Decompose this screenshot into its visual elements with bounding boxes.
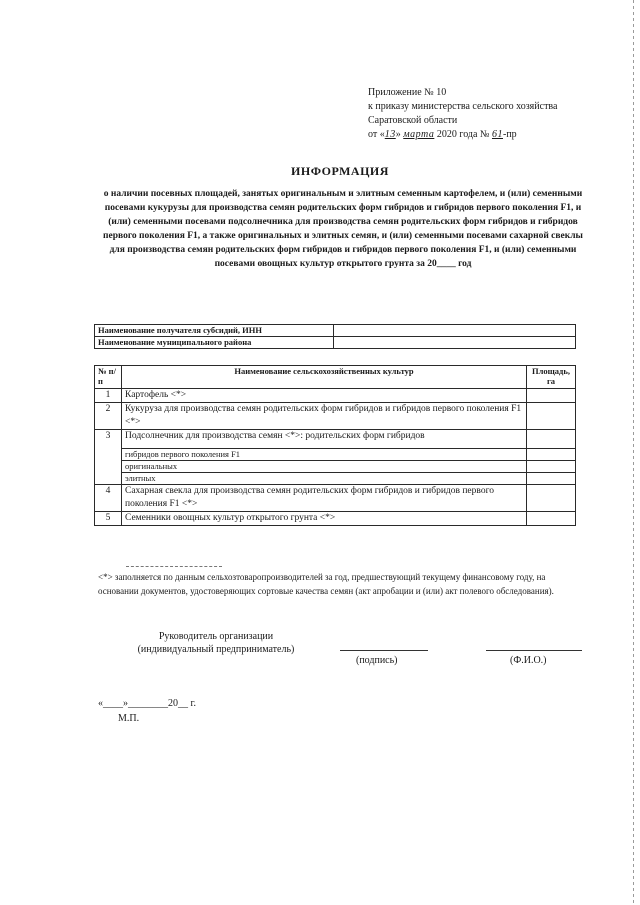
header-area: Площадь, га	[527, 366, 576, 389]
signer-title	[116, 630, 316, 656]
subrow-name: оригинальных	[122, 461, 527, 473]
recipient-label: Наименование получателя субсидий, ИНН	[95, 325, 334, 337]
row-area	[527, 473, 576, 485]
district-label: Наименование муниципального района	[95, 337, 334, 349]
header-num: № п/п	[95, 366, 122, 389]
date-year: 2020 года №	[436, 129, 490, 140]
sunflower-subrow	[95, 461, 576, 473]
recipient-table	[94, 324, 576, 349]
row-num: 4	[95, 485, 122, 512]
district-value	[334, 337, 576, 349]
subrow-name: гибридов первого поколения F1	[122, 449, 527, 461]
signer-line-1: Руководитель организации	[158, 631, 274, 642]
table-row	[95, 403, 576, 430]
name-caption: (Ф.И.О.)	[510, 655, 547, 666]
approval-block	[368, 86, 598, 142]
signature-date: «____»________20__ г.	[98, 698, 196, 709]
row-area	[527, 389, 576, 403]
sunflower-subrow	[95, 449, 576, 461]
signer-line-2: (индивидуальный предприниматель)	[137, 644, 295, 655]
row-num: 1	[95, 389, 122, 403]
document-title: ИНФОРМАЦИЯ	[291, 164, 389, 178]
recipient-row	[95, 325, 576, 337]
row-area	[527, 461, 576, 473]
name-line	[486, 650, 582, 651]
signature-caption: (подпись)	[356, 655, 398, 666]
scan-edge	[633, 0, 634, 905]
approval-line-1: Приложение № 10	[368, 87, 447, 98]
recipient-value	[334, 325, 576, 337]
date-prefix: от «	[368, 129, 385, 140]
row-area	[527, 403, 576, 430]
table-row	[95, 512, 576, 526]
stamp-place: М.П.	[118, 713, 140, 724]
district-row	[95, 337, 576, 349]
footnote-divider	[126, 566, 222, 567]
crop-table	[94, 365, 576, 526]
table-row	[95, 389, 576, 403]
approval-line-2: к приказу министерства сельского хозяйства	[368, 101, 558, 112]
row-name: Кукуруза для производства семян родительских форм гибридов и гибридов первого поколения F1 <*>	[122, 403, 527, 430]
date-day-close: »	[395, 129, 401, 140]
subrow-name: элитных	[122, 473, 527, 485]
row-name: Картофель <*>	[122, 389, 527, 403]
row-area	[527, 430, 576, 449]
document-subtitle: о наличии посевных площадей, занятых оригинальным и элитным семенным картофелем, и (или) семенными посевами кукурузы для производства семян родительских форм гибридов и гибридов первого поколения F1, и (или) семенными посевами подсолнечника для производства семян родительских форм гибридов и гибридов первого поколения F1, а также оригинальных и элитных семян, и (или) семенными посевами сахарной свеклы для производства семян родительских форм гибридов и гибридов первого поколения F1, и (или) семенными посевами овощных культур открытого грунта за 20____ год	[103, 189, 583, 269]
row-area	[527, 449, 576, 461]
signature-line	[340, 650, 428, 651]
row-name: Сахарная свекла для производства семян родительских форм гибридов и гибридов первого поколения F1 <*>	[122, 485, 527, 512]
row-area	[527, 485, 576, 512]
approval-date	[368, 128, 598, 142]
crop-table-header	[95, 366, 576, 389]
order-number: 61	[491, 129, 503, 140]
date-month: марта	[403, 129, 435, 140]
sunflower-subrow	[95, 473, 576, 485]
table-row	[95, 430, 576, 449]
row-num: 3	[95, 430, 122, 485]
table-row	[95, 485, 576, 512]
row-num: 2	[95, 403, 122, 430]
date-day: 13	[384, 129, 396, 140]
row-name: Семенники овощных культур открытого грунта <*>	[122, 512, 527, 526]
approval-line-3: Саратовской области	[368, 115, 458, 126]
row-area	[527, 512, 576, 526]
row-num: 5	[95, 512, 122, 526]
header-culture: Наименование сельскохозяйственных культур	[122, 366, 527, 389]
row-name: Подсолнечник для производства семян <*>: родительских форм гибридов	[122, 430, 527, 449]
footnote: <*> заполняется по данным сельхозтоваропроизводителей за год, предшествующий текущему финансовому году, на основании документов, удостоверяющих сортовые качества семян (акт апробации и (или) акт полевого обследования).	[98, 572, 554, 596]
order-suffix: -пр	[502, 129, 517, 140]
